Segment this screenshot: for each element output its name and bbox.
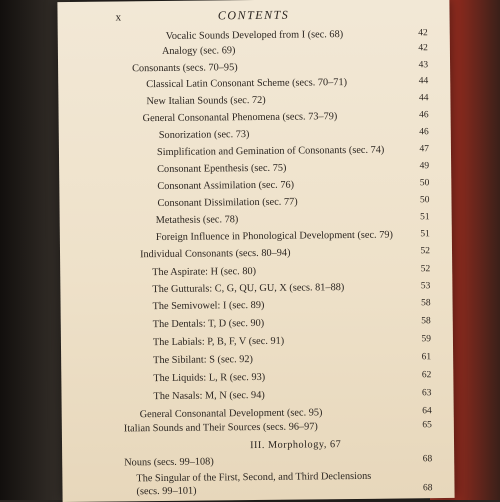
toc-entry	[61, 388, 431, 406]
toc-entry-title: The Sibilant: S (sec. 92)	[153, 354, 253, 366]
toc-entry-title: The Dentals: T, D (sec. 90)	[153, 318, 265, 330]
toc-entry-title: General Consonantal Phenomena (secs. 73–79)	[143, 111, 338, 124]
toc-entry-page: 63	[407, 388, 431, 398]
toc-entry	[59, 178, 429, 196]
toc-entry-page: 58	[407, 298, 431, 308]
toc-entry-page: 68	[408, 483, 432, 493]
toc-entry	[61, 316, 431, 334]
toc-entry	[62, 469, 432, 501]
toc-entry	[60, 246, 430, 264]
toc-entry-title: Vocalic Sounds Developed from I (sec. 68)	[166, 29, 343, 42]
toc-entry-title: The Singular of the First, Second, and Third Declensions (secs. 99–101)	[136, 470, 386, 499]
toc-entry	[59, 195, 429, 213]
toc-entry	[58, 60, 428, 78]
toc-entry-title: Foreign Influence in Phonological Development (sec. 79)	[156, 230, 393, 243]
toc-entry	[59, 127, 429, 145]
toc-entry-title: The Labials: P, B, F, V (sec. 91)	[153, 336, 284, 348]
toc-entry-page: 47	[405, 144, 429, 154]
toc-entry-page: 51	[406, 212, 430, 222]
toc-section-heading	[62, 438, 432, 456]
toc-entry	[58, 93, 428, 111]
toc-entry-title: Metathesis (sec. 78)	[156, 214, 239, 226]
toc-entry-page: 50	[405, 195, 429, 205]
toc-entry-page: 44	[404, 76, 428, 86]
toc-entry-title: III. Morphology, 67	[250, 439, 341, 451]
toc-entry-page: 65	[408, 420, 432, 430]
toc-entry	[61, 370, 431, 388]
toc-entry-page: 59	[407, 334, 431, 344]
toc-entry-title: The Liquids: L, R (sec. 93)	[153, 372, 265, 384]
toc-entry-title: Nouns (secs. 99–108)	[124, 456, 214, 468]
toc-entry-page: 43	[404, 60, 428, 70]
toc-entry-title: Simplification and Gemination of Consonants (sec. 74)	[157, 145, 384, 158]
toc-entry	[58, 76, 428, 94]
toc-entry-title: Individual Consonants (secs. 80–94)	[140, 248, 291, 261]
toc-entry-title: Sonorization (sec. 73)	[159, 129, 250, 141]
toc-entry-page: 51	[406, 229, 430, 239]
toc-entry	[59, 161, 429, 179]
toc-entry	[62, 420, 432, 438]
toc-entry	[60, 281, 430, 299]
toc-entry-title: Consonants (secs. 70–95)	[132, 62, 238, 74]
toc-entry-page: 68	[408, 454, 432, 464]
toc-entry	[61, 334, 431, 352]
toc-entry-title: The Nasals: M, N (sec. 94)	[153, 390, 264, 402]
toc-entry-title: General Consonantal Development (sec. 95)	[140, 407, 323, 420]
page-number: x	[115, 11, 121, 23]
toc-entry-page: 42	[404, 28, 428, 38]
toc-entry-title: New Italian Sounds (sec. 72)	[146, 95, 265, 107]
toc-entry-title: Italian Sounds and Their Sources (secs. 96–97)	[124, 421, 318, 434]
toc-entry-title: Analogy (sec. 69)	[162, 45, 236, 57]
toc-entry-title: The Gutturals: C, G, QU, GU, X (secs. 81–88)	[152, 282, 344, 295]
toc-entry-page: 46	[405, 110, 429, 120]
running-title: CONTENTS	[57, 6, 449, 25]
toc-entry-page: 49	[405, 161, 429, 171]
toc-entry-page: 58	[407, 316, 431, 326]
toc-entry-page: 53	[406, 281, 430, 291]
toc-entry-title: Consonant Assimilation (sec. 76)	[157, 180, 294, 192]
toc-entry-page: 46	[405, 127, 429, 137]
toc-entry-title: The Aspirate: H (sec. 80)	[152, 266, 256, 278]
toc-entry-page: 52	[406, 264, 430, 274]
toc-entry	[61, 298, 431, 316]
toc-entry	[60, 264, 430, 282]
toc-entry-title: Consonant Epenthesis (sec. 75)	[157, 163, 286, 175]
toc-entry	[60, 229, 430, 247]
toc-entry-title: Consonant Dissimilation (sec. 77)	[157, 197, 297, 209]
toc-entry-page: 42	[404, 43, 428, 53]
toc-entry-title: Classical Latin Consonant Scheme (secs. 70–71)	[146, 77, 347, 90]
toc-entry-page: 50	[405, 178, 429, 188]
page-header	[57, 4, 449, 26]
toc-entry-title: The Semivowel: I (sec. 89)	[153, 300, 265, 312]
toc-entry-page: 64	[408, 406, 432, 416]
toc-entry-page: 62	[407, 370, 431, 380]
toc-entry-page: 52	[406, 246, 430, 256]
toc-entry	[59, 110, 429, 128]
toc-entry-page: 61	[407, 352, 431, 362]
toc-entry	[60, 212, 430, 230]
toc-entry	[61, 352, 431, 370]
book-page	[57, 0, 454, 502]
toc-entry	[59, 144, 429, 162]
toc-entry	[58, 43, 428, 61]
toc-entry-page: 44	[404, 93, 428, 103]
